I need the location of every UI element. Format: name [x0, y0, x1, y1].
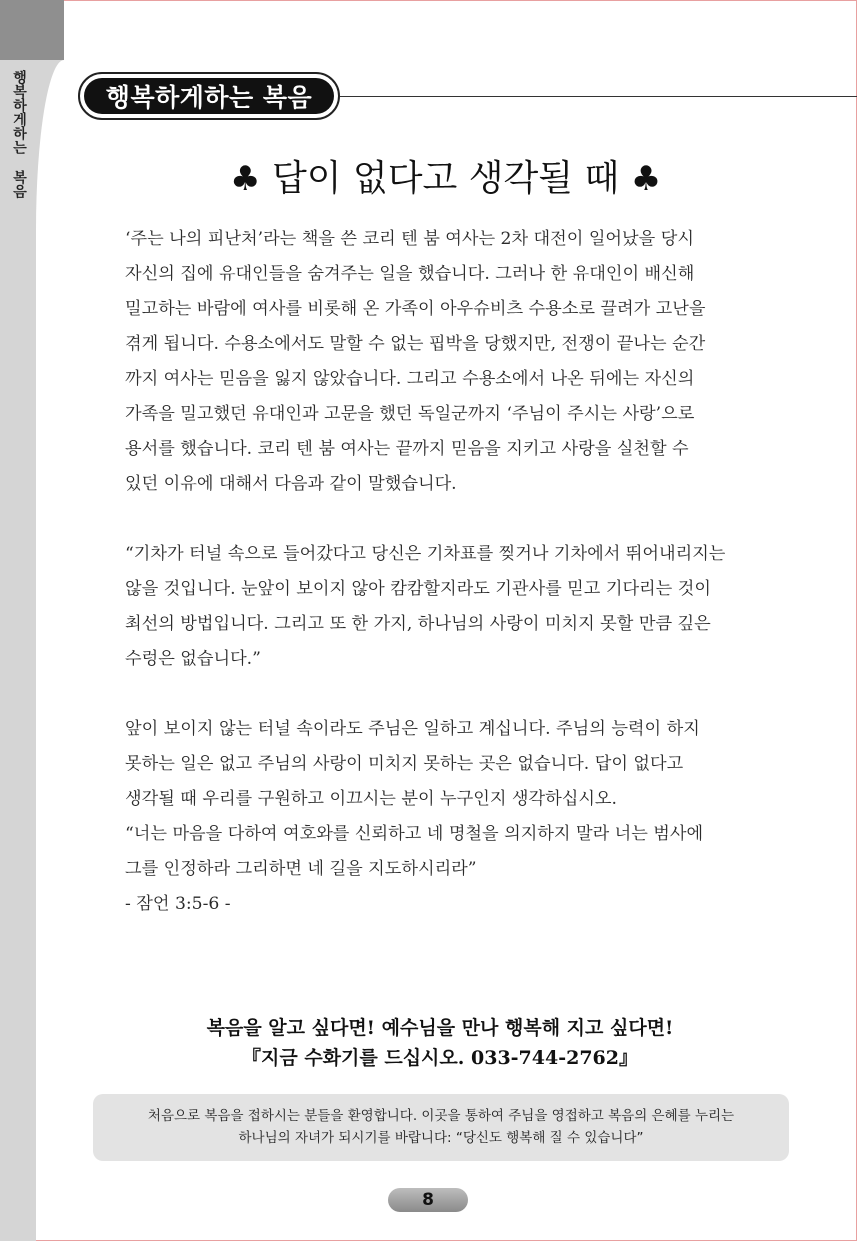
header-badge-inner — [84, 78, 334, 114]
text-line: 겪게 됩니다. 수용소에서도 말할 수 없는 핍박을 당했지만, 전쟁이 끝나는 순간 — [125, 334, 706, 354]
cta-phone-line: 『지금 수화기를 드십시오. 033-744-2762』 — [242, 1047, 638, 1069]
text-line: 까지 여사는 믿음을 잃지 않았습니다. 그리고 수용소에서 나온 뒤에는 자신의 — [125, 369, 695, 389]
paragraph — [125, 712, 765, 922]
text-line: 수렁은 없습니다.” — [125, 649, 261, 669]
club-icon: ♣ — [630, 159, 662, 199]
sidebar — [0, 0, 64, 1241]
paragraph — [125, 222, 765, 502]
text-line: 생각될 때 우리를 구원하고 이끄시는 분이 누구인지 생각하십시오. — [125, 789, 617, 809]
text-line: 못하는 일은 없고 주님의 사랑이 미치지 못하는 곳은 없습니다. 답이 없다고 — [125, 754, 684, 774]
header-rule — [340, 96, 857, 97]
sidebar-top-block — [0, 0, 64, 60]
article-body — [125, 222, 765, 922]
call-to-action — [100, 1013, 780, 1073]
page-number: 8 — [422, 1190, 434, 1210]
text-line: 그를 인정하라 그리하면 네 길을 지도하시리라” — [125, 859, 477, 879]
text-line: 자신의 집에 유대인들을 숨겨주는 일을 했습니다. 그러나 한 유대인이 배신해 — [125, 264, 695, 284]
text-line: 밀고하는 바람에 여사를 비롯해 온 가족이 아우슈비츠 수용소로 끌려가 고난을 — [125, 299, 706, 319]
paragraph-gap — [125, 677, 765, 712]
club-icon: ♣ — [230, 159, 261, 199]
page-number-badge — [388, 1188, 468, 1212]
text-line: “너는 마음을 다하여 여호와를 신뢰하고 네 명철을 의지하지 말라 너는 범사에 — [125, 824, 704, 844]
welcome-box — [93, 1094, 789, 1161]
sidebar-strip — [0, 60, 36, 1241]
paragraph — [125, 537, 765, 677]
text-line: 가족을 밀고했던 유대인과 고문을 했던 독일군까지 ‘주님이 주시는 사랑’으로 — [125, 404, 695, 424]
scripture-reference: - 잠언 3:5-6 - — [125, 894, 231, 914]
text-line: 용서를 했습니다. 코리 텐 붐 여사는 끝까지 믿음을 지키고 사랑을 실천할 수 — [125, 439, 689, 459]
welcome-line: 하나님의 자녀가 되시기를 바랍니다: “당신도 행복해 질 수 있습니다” — [238, 1130, 644, 1146]
text-line: “기차가 터널 속으로 들어갔다고 당신은 기차표를 찢거나 기차에서 뛰어내리지는 — [125, 544, 726, 564]
article-title-text: 답이 없다고 생각될 때 — [271, 158, 620, 199]
text-line: 않을 것입니다. 눈앞이 보이지 않아 캄캄할지라도 기관사를 믿고 기다리는 것이 — [125, 579, 711, 599]
cta-line: 복음을 알고 싶다면! 예수님을 만나 행복해 지고 싶다면! — [206, 1017, 674, 1039]
text-line: 앞이 보이지 않는 터널 속이라도 주님은 일하고 계십니다. 주님의 능력이 하지 — [125, 719, 700, 739]
article-title — [230, 150, 662, 201]
header-badge — [78, 72, 340, 120]
paragraph-gap — [125, 502, 765, 537]
text-line: ‘주는 나의 피난처’라는 책을 쓴 코리 텐 붐 여사는 2차 대전이 일어났을 당시 — [125, 229, 694, 249]
welcome-line: 처음으로 복음을 접하시는 분들을 환영합니다. 이곳을 통하여 주님을 영접하고 복음의 은혜를 누리는 — [147, 1108, 735, 1124]
sidebar-label: 행복하게하는 복음 — [11, 70, 27, 198]
text-line: 최선의 방법입니다. 그리고 또 한 가지, 하나님의 사랑이 미치지 못할 만큼 깊은 — [125, 614, 711, 634]
text-line: 있던 이유에 대해서 다음과 같이 말했습니다. — [125, 474, 457, 494]
header-title: 행복하게하는 복음 — [105, 83, 313, 112]
